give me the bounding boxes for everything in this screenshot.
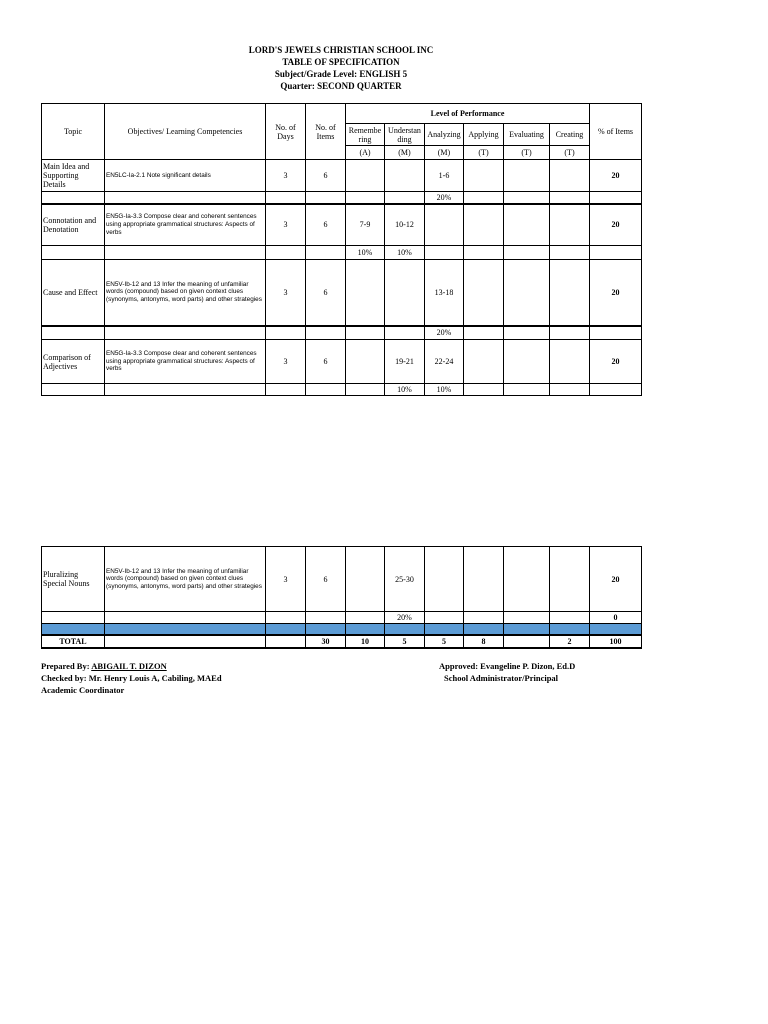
analyzing-cell: 13-18 <box>425 260 464 326</box>
table-row <box>42 204 642 246</box>
applying-cell <box>464 340 504 384</box>
total-analyzing: 5 <box>425 635 464 648</box>
table-row-percent <box>42 192 642 204</box>
objective-cell: EN5LC-Ia-2.1 Note significant details <box>105 160 266 192</box>
quarter: Quarter: SECOND QUARTER <box>280 81 402 91</box>
topic-cell: Comparison of Adjectives <box>42 340 105 384</box>
total-remembering: 10 <box>346 635 385 648</box>
col-items: No. of Items <box>306 104 346 160</box>
checked-by: Checked by: Mr. Henry Louis A, Cabiling, MAEd <box>41 673 222 683</box>
prepared-name: ABIGAIL T. DIZON <box>91 661 167 671</box>
percent-cell: 20 <box>590 340 642 384</box>
analyzing-percent <box>425 246 464 260</box>
total-percent: 100 <box>590 635 642 648</box>
analyzing-cell: 1-6 <box>425 160 464 192</box>
percent-cell: 20 <box>590 547 642 612</box>
code-applying: (T) <box>464 146 504 160</box>
topic-cell: Connotation and Denotation <box>42 204 105 246</box>
code-analyzing: (M) <box>425 146 464 160</box>
understanding-cell <box>385 160 425 192</box>
table-row-percent <box>42 326 642 340</box>
applying-cell <box>464 160 504 192</box>
creating-cell <box>550 340 590 384</box>
evaluating-cell <box>504 204 550 246</box>
table-row <box>42 547 642 612</box>
total-applying: 8 <box>464 635 504 648</box>
analyzing-cell <box>425 547 464 612</box>
remembering-percent <box>346 326 385 340</box>
col-evaluating: Evaluating <box>504 124 550 146</box>
objective-cell: EN5G-Ia-3.3 Compose clear and coherent sentences using appropriate grammatical structures: Aspects of verbs <box>105 204 266 246</box>
remembering-percent <box>346 384 385 396</box>
applying-cell <box>464 547 504 612</box>
col-applying: Applying <box>464 124 504 146</box>
total-label: TOTAL <box>42 635 105 648</box>
code-creating: (T) <box>550 146 590 160</box>
creating-cell <box>550 204 590 246</box>
table-row <box>42 340 642 384</box>
objective-cell: EN5G-Ia-3.3 Compose clear and coherent sentences using appropriate grammatical structures: Aspects of verbs <box>105 340 266 384</box>
total-creating: 2 <box>550 635 590 648</box>
total-items: 30 <box>306 635 346 648</box>
school-name: LORD'S JEWELS CHRISTIAN SCHOOL INC <box>248 45 434 55</box>
prepared-label: Prepared By: <box>41 661 90 671</box>
remembering-cell <box>346 340 385 384</box>
understanding-cell: 19-21 <box>385 340 425 384</box>
days-cell: 3 <box>266 340 306 384</box>
total-understanding: 5 <box>385 635 425 648</box>
col-objectives: Objectives/ Learning Competencies <box>105 104 266 160</box>
topic-cell: Cause and Effect <box>42 260 105 326</box>
objective-cell: EN5V-Ib-12 and 13 Infer the meaning of unfamiliar words (compound) based on given context clues (synonyms, antonyms, word parts) and other strategies <box>105 547 266 612</box>
prepared-by <box>41 660 167 672</box>
evaluating-cell <box>504 160 550 192</box>
creating-cell <box>550 160 590 192</box>
days-cell: 3 <box>266 547 306 612</box>
table-row-percent <box>42 246 642 260</box>
remembering-cell <box>346 547 385 612</box>
percent-cell: 20 <box>590 260 642 326</box>
creating-cell <box>550 547 590 612</box>
remembering-percent: 10% <box>346 246 385 260</box>
approved-by: Approved: Evangeline P. Dizon, Ed.D <box>439 661 576 671</box>
evaluating-cell <box>504 340 550 384</box>
topic-cell: Main Idea and Supporting Details <box>42 160 105 192</box>
percent-cell: 20 <box>590 204 642 246</box>
specification-table <box>41 103 642 396</box>
creating-cell <box>550 260 590 326</box>
understanding-percent: 20% <box>385 612 425 624</box>
blue-band-row <box>42 624 642 635</box>
analyzing-cell: 22-24 <box>425 340 464 384</box>
approved-role: School Administrator/Principal <box>444 673 559 683</box>
topic-cell: Pluralizing Special Nouns <box>42 547 105 612</box>
understanding-cell: 25-30 <box>385 547 425 612</box>
analyzing-cell <box>425 204 464 246</box>
col-understanding: Understan ding <box>385 124 425 146</box>
col-level-of-performance: Level of Performance <box>346 104 590 124</box>
evaluating-cell <box>504 260 550 326</box>
applying-cell <box>464 204 504 246</box>
analyzing-percent: 20% <box>425 326 464 340</box>
remembering-percent <box>346 192 385 204</box>
analyzing-percent: 20% <box>425 192 464 204</box>
objective-cell: EN5V-Ib-12 and 13 Infer the meaning of unfamiliar words (compound) based on given context clues (synonyms, antonyms, word parts) and other strategies <box>105 260 266 326</box>
days-cell: 3 <box>266 260 306 326</box>
items-cell: 6 <box>306 160 346 192</box>
remembering-cell <box>346 260 385 326</box>
table-row <box>42 160 642 192</box>
understanding-cell <box>385 260 425 326</box>
document-title: TABLE OF SPECIFICATION <box>282 57 400 67</box>
percent-cell: 20 <box>590 160 642 192</box>
table-row <box>42 260 642 326</box>
col-topic: Topic <box>42 104 105 160</box>
col-remembering: Remembe ring <box>346 124 385 146</box>
applying-cell <box>464 260 504 326</box>
items-cell: 6 <box>306 340 346 384</box>
items-cell: 6 <box>306 204 346 246</box>
subject-grade: Subject/Grade Level: ENGLISH 5 <box>274 69 408 79</box>
col-days: No. of Days <box>266 104 306 160</box>
understanding-percent <box>385 326 425 340</box>
items-cell: 6 <box>306 547 346 612</box>
analyzing-percent: 10% <box>425 384 464 396</box>
items-cell: 6 <box>306 260 346 326</box>
total-row <box>42 635 642 648</box>
days-cell: 3 <box>266 204 306 246</box>
specification-table-continued <box>41 546 642 649</box>
understanding-cell: 10-12 <box>385 204 425 246</box>
understanding-percent <box>385 192 425 204</box>
remembering-cell: 7-9 <box>346 204 385 246</box>
document-header <box>0 44 682 92</box>
days-cell: 3 <box>266 160 306 192</box>
col-creating: Creating <box>550 124 590 146</box>
col-analyzing: Analyzing <box>425 124 464 146</box>
code-remembering: (A) <box>346 146 385 160</box>
col-percent: % of Items <box>590 104 642 160</box>
understanding-percent: 10% <box>385 384 425 396</box>
remembering-cell <box>346 160 385 192</box>
code-understanding: (M) <box>385 146 425 160</box>
table-row-percent <box>42 612 642 624</box>
code-evaluating: (T) <box>504 146 550 160</box>
percent-subtotal: 0 <box>590 612 642 624</box>
understanding-percent: 10% <box>385 246 425 260</box>
table-row-percent <box>42 384 642 396</box>
checked-role: Academic Coordinator <box>41 685 125 695</box>
evaluating-cell <box>504 547 550 612</box>
total-evaluating <box>504 635 550 648</box>
